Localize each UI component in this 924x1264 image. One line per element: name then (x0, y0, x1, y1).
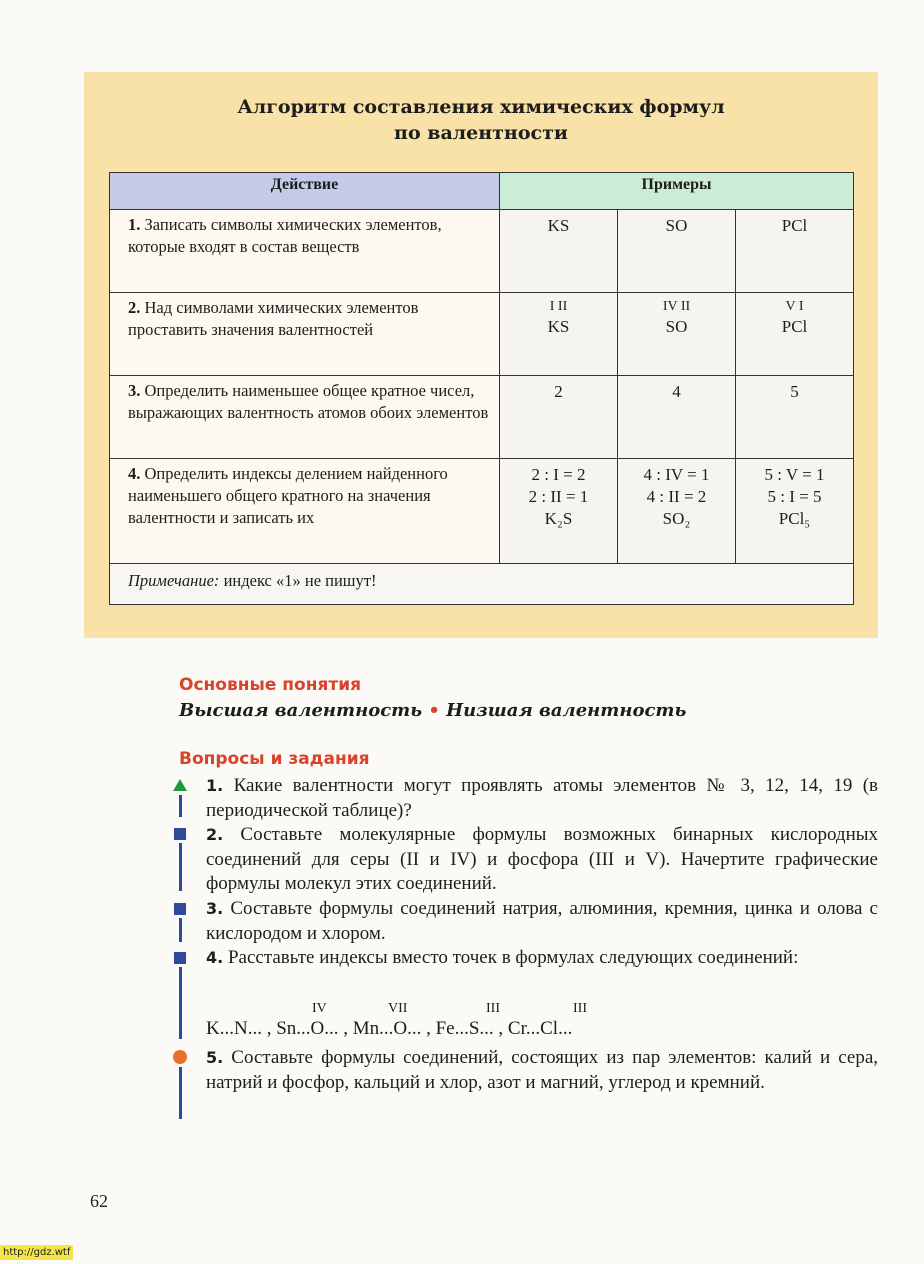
concepts-heading: Основные понятия (179, 675, 362, 695)
valence-label: III (486, 1001, 500, 1016)
algorithm-box (84, 72, 878, 638)
level-bar (179, 843, 182, 891)
valence-label: VII (388, 1001, 408, 1016)
question-4-formulas: K...N... , Sn...O... , Mn...O... , Fe...S... , Cr...Cl... (206, 1018, 573, 1039)
square-marker-icon (174, 903, 186, 915)
table-row (110, 376, 854, 459)
example-cell: 2 : I = 2 2 : II = 1 K₂S (500, 459, 618, 564)
table-row (110, 459, 854, 564)
action-cell: 3. Определить наименьшее общее кратное чисел, выражающих валентность атомов обоих элементов (110, 376, 500, 459)
example-cell: 4 (618, 376, 736, 459)
valence-label: III (573, 1001, 587, 1016)
example-cell: SO (618, 210, 736, 293)
level-bar (179, 795, 182, 817)
example-cell: PCl (736, 210, 854, 293)
question-4: 4. Расставьте индексы вместо точек в формулах следующих соединений: (206, 947, 799, 968)
square-marker-icon (174, 952, 186, 964)
question-1: 1. Какие валентности могут проявлять атомы элементов № 3, 12, 14, 19 (в периодической таблице)? (206, 775, 878, 821)
page-number: 62 (90, 1191, 108, 1211)
note-cell: Примечание: индекс «1» не пишут! (110, 564, 854, 605)
example-cell: IV II SO (618, 293, 736, 376)
triangle-marker-icon (173, 779, 187, 791)
question-5: 5. Составьте формулы соединений, состоящих из пар элементов: калий и сера, натрий и фосфор, кальций и хлор, азот и магний, углерод и кремний. (206, 1047, 878, 1093)
example-cell: 2 (500, 376, 618, 459)
header-action: Действие (110, 173, 500, 210)
circle-marker-icon (173, 1050, 187, 1064)
example-cell: 4 : IV = 1 4 : II = 2 SO₂ (618, 459, 736, 564)
level-bar (179, 918, 182, 942)
level-bar (179, 1067, 182, 1119)
action-cell: 4. Определить индексы делением найденного наименьшего общего кратного на значения валентности и записать их (110, 459, 500, 564)
square-marker-icon (174, 828, 186, 840)
example-cell: I II KS (500, 293, 618, 376)
valence-label: IV (312, 1001, 327, 1016)
watermark-url[interactable]: http://gdz.wtf (0, 1245, 73, 1260)
questions-heading: Вопросы и задания (179, 749, 370, 769)
example-cell: 5 (736, 376, 854, 459)
algorithm-title: Алгоритм составления химических формул по валентности (237, 96, 725, 144)
table-row (110, 210, 854, 293)
action-cell: 1. Записать символы химических элементов, которые входят в состав веществ (110, 210, 500, 293)
concepts-terms: Высшая валентность • Низшая валентность (179, 700, 687, 721)
table-header-row (110, 173, 854, 210)
example-cell: KS (500, 210, 618, 293)
question-3: 3. Составьте формулы соединений натрия, алюминия, кремния, цинка и олова с кислородом и хлором. (206, 898, 878, 944)
example-cell: V I PCl (736, 293, 854, 376)
header-examples: Примеры (500, 173, 854, 210)
algorithm-table (109, 172, 854, 605)
action-cell: 2. Над символами химических элементов проставить значения валентностей (110, 293, 500, 376)
example-cell: 5 : V = 1 5 : I = 5 PCl₅ (736, 459, 854, 564)
question-2: 2. Составьте молекулярные формулы возможных бинарных кислородных соединений для серы (II и IV) и фосфора (III и V). Начертите графические формулы молекул этих соединений. (206, 824, 878, 894)
note-row (110, 564, 854, 605)
level-bar (179, 967, 182, 1039)
table-row (110, 293, 854, 376)
